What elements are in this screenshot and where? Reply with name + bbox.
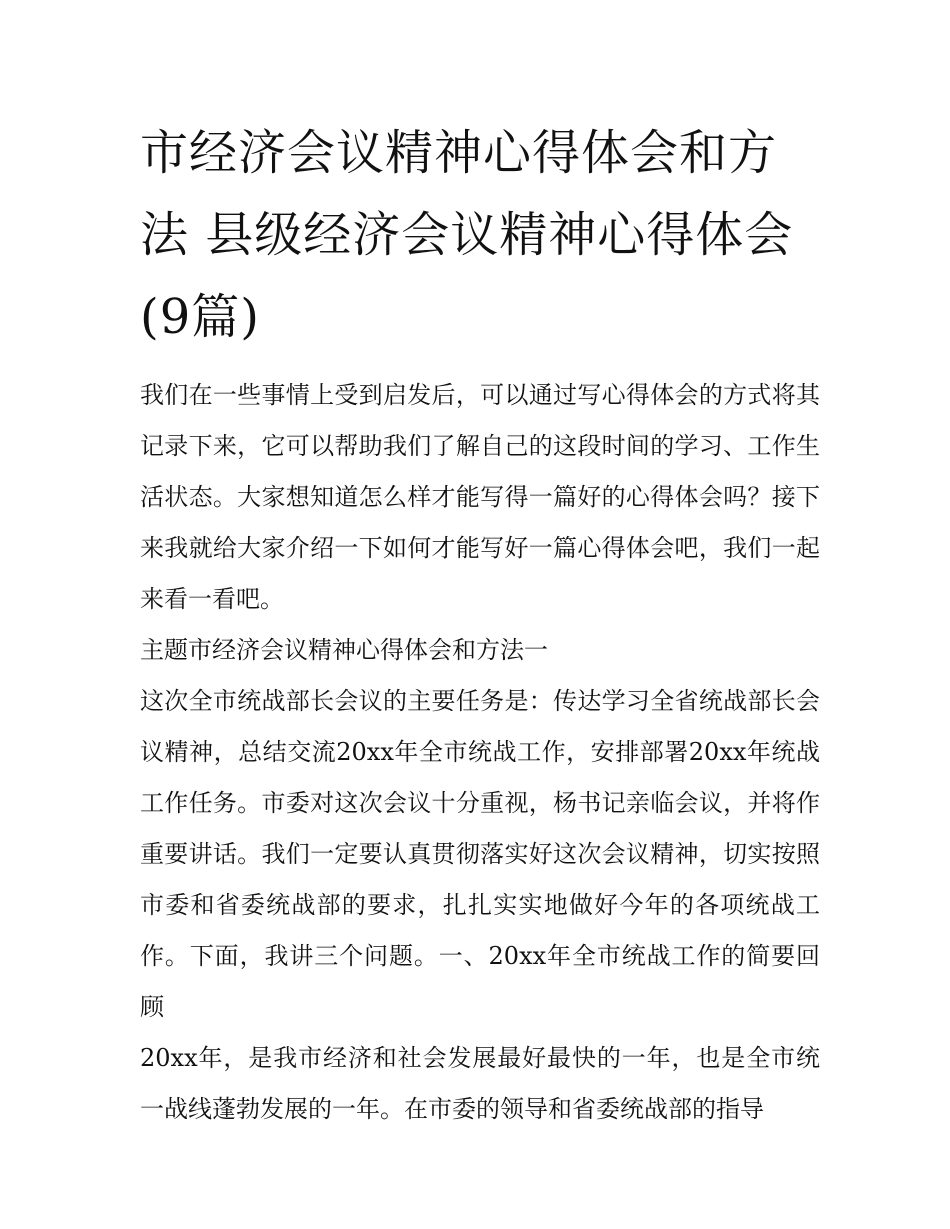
section-heading: 主题市经济会议精神心得体会和方法一 xyxy=(140,636,548,664)
intro-paragraph: 我们在一些事情上受到启发后，可以通过写心得体会的方式将其记录下来，它可以帮助我们了解自己的这段时间的学习、工作生活状态。大家想知道怎么样才能写得一篇好的心得体会吗？接下来我就给大家介绍一下如何才能写好一篇心得体会吧，我们一起来看一看吧。 xyxy=(140,381,820,613)
document-content xyxy=(140,112,820,1135)
document-title: 市经济会议精神心得体会和方法 县级经济会议精神心得体会(9篇) xyxy=(140,125,794,345)
body-paragraph-1: 这次全市统战部长会议的主要任务是：传达学习全省统战部长会议精神，总结交流20xx年全市统战工作，安排部署20xx年统战工作任务。市委对这次会议十分重视，杨书记亲临会议，并将作重要讲话。我们一定要认真贯彻落实好这次会议精神，切实按照市委和省委统战部的要求，扎扎实实地做好今年的各项统战工作。下面，我讲三个问题。一、20xx年全市统战工作的简要回顾 xyxy=(140,687,820,1021)
body-paragraph-2: 20xx年，是我市经济和社会发展最好最快的一年，也是全市统一战线蓬勃发展的一年。在市委的领导和省委统战部的指导 xyxy=(140,1044,820,1123)
